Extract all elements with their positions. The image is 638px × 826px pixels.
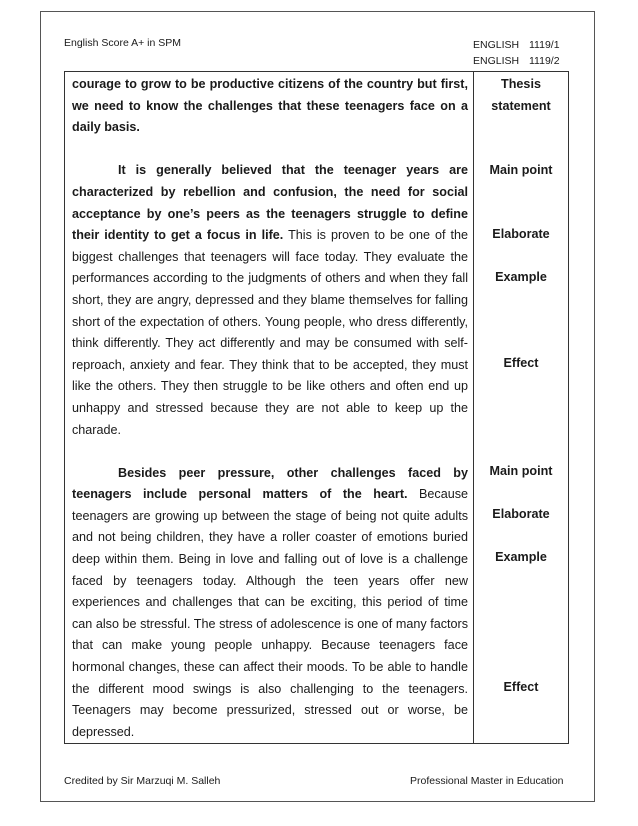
header-code: 1119/2 xyxy=(529,55,560,67)
header-row xyxy=(473,37,560,53)
label-elaborate-2: Elaborate xyxy=(492,507,550,521)
topic-sentence-1: It is generally believed that the teenager years are characterized by rebellion and confusion, the need for social acceptance by one’s peers as the teenagers struggle to define their identity to get a focus in life. xyxy=(72,163,468,243)
paragraph-body-2 xyxy=(72,463,468,744)
header-subject: ENGLISH xyxy=(473,55,520,67)
label-effect-2: Effect xyxy=(503,680,539,694)
paragraph-gap xyxy=(72,441,468,463)
label-example-2: Example xyxy=(495,550,547,564)
supporting-text-1: This is proven to be one of the biggest challenges that teenagers will face today. They evaluate the performances according to the judgments of others and when they fall short, they are angry, depressed and they blame themselves for falling short of the expectation of others. Young people, who dress differently, think differently. They act differently and may be consumed with self-reproach, anxiety and fear. They think that to be accepted, they must like the others. They then struggle to be like others and often end up unhappy and stressed because they are not able to keep up the charade. xyxy=(72,228,468,437)
header-codes xyxy=(473,37,560,69)
label-elaborate-1: Elaborate xyxy=(492,227,550,241)
footer-credit: Credited by Sir Marzuqi M. Salleh xyxy=(64,775,221,787)
column-divider xyxy=(473,71,474,744)
label-thesis-statement: Thesis statement xyxy=(491,77,551,113)
label-main-point-2: Main point xyxy=(489,464,553,478)
paragraph-body-1 xyxy=(72,160,468,441)
essay-body xyxy=(72,74,468,743)
paragraph-intro-end xyxy=(72,74,468,139)
footer-title: Professional Master in Education xyxy=(410,775,564,787)
topic-sentence-2: Besides peer pressure, other challenges faced by teenagers include personal matters of the heart. xyxy=(72,465,468,502)
header-code: 1119/1 xyxy=(529,39,560,51)
label-example-1: Example xyxy=(495,270,547,284)
header-title: English Score A+ in SPM xyxy=(64,37,182,49)
paragraph-intro-text: courage to grow to be productive citizens of the country but first, we need to know the challenges that these teenagers face on a daily basis. xyxy=(72,77,468,135)
header-row xyxy=(473,53,560,69)
label-main-point-1: Main point xyxy=(489,163,553,177)
supporting-text-2: Because teenagers are growing up between the stage of being not quite adults and not being children, they have a roller coaster of emotions buried deep within them. Being in love and falling out of love is a challenge faced by teenagers today. Although the teen years offer new experiences and challenges that can be exciting, this period of time can also be stressful. The stress of adolescence is one of many factors that can make young people unhappy. Because teenagers face hormonal changes, these can affect their moods. To be able to handle the different mood swings is also challenging to the teenagers. Teenagers may become pressurized, stressed out or worse, be depressed. xyxy=(72,487,469,739)
header-subject: ENGLISH xyxy=(473,39,520,51)
paragraph-gap xyxy=(72,139,468,161)
label-effect-1: Effect xyxy=(503,356,539,370)
